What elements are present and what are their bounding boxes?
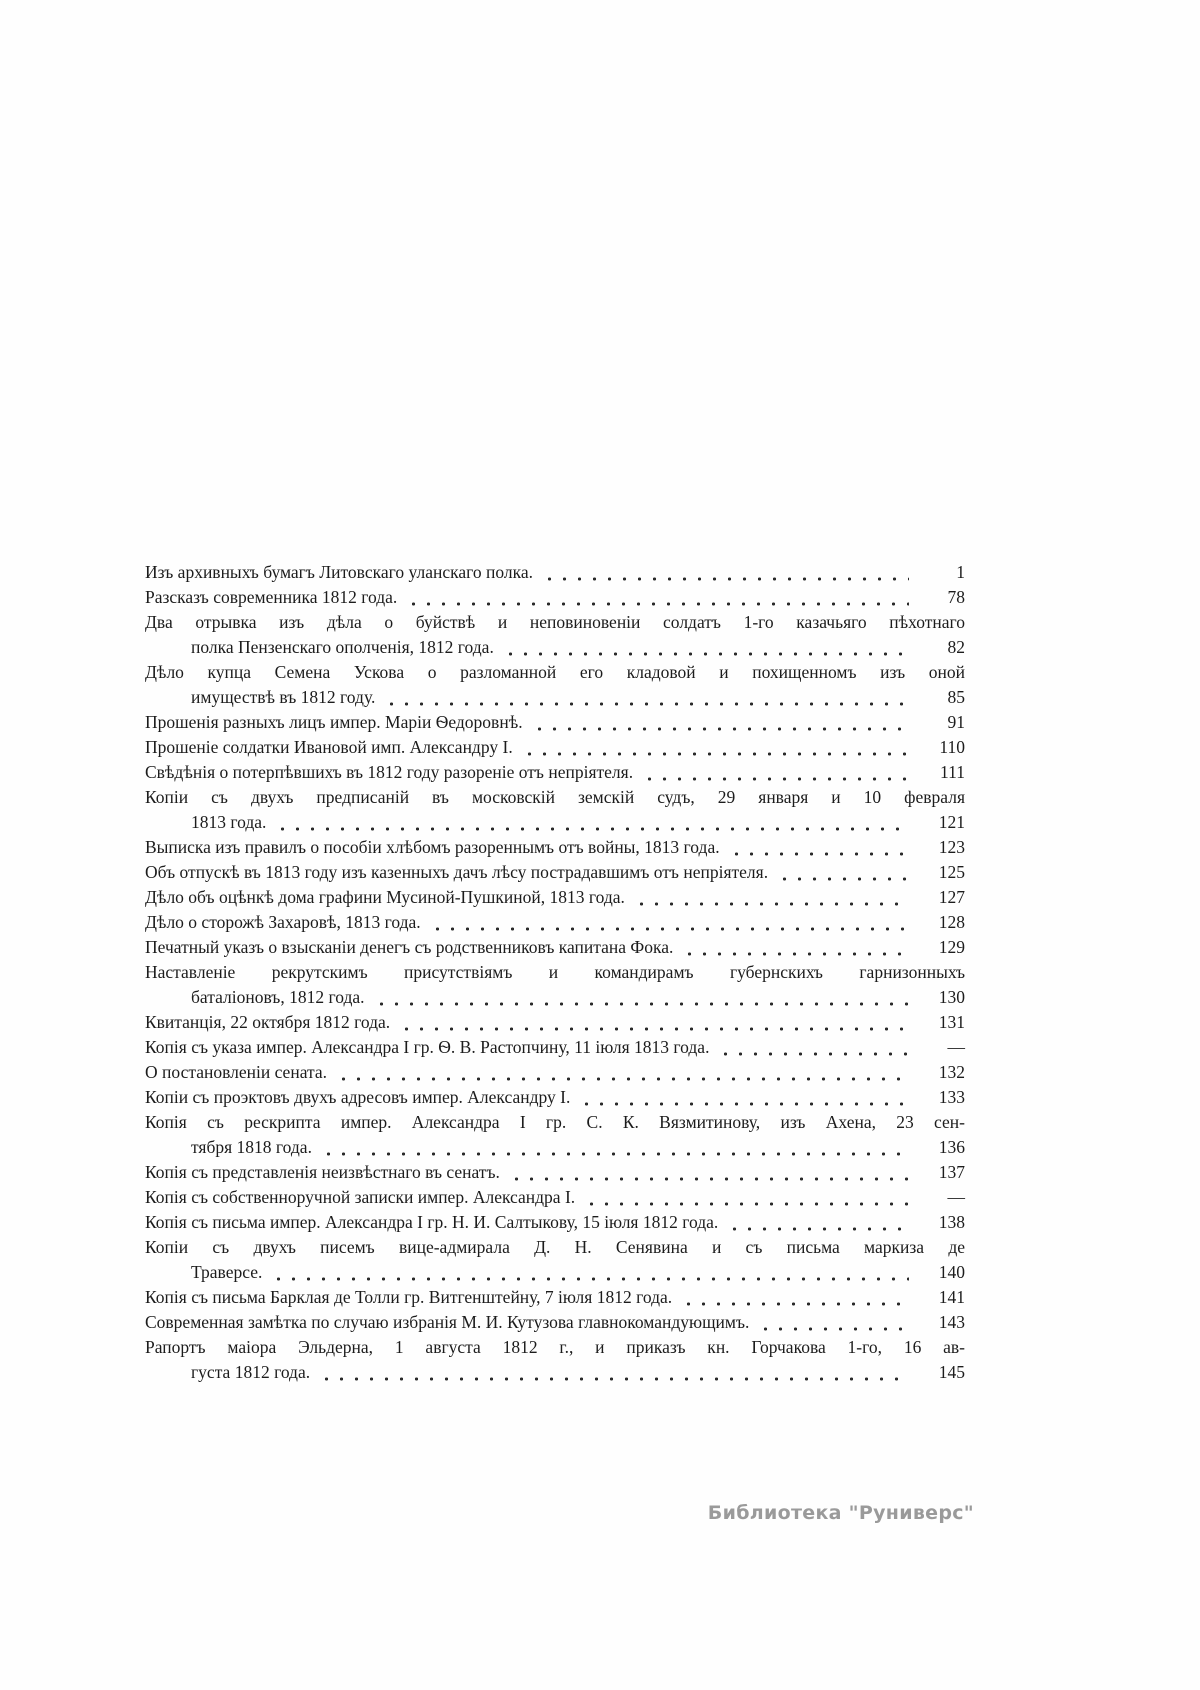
toc-entry-title: баталіоновъ, 1812 года. xyxy=(191,987,365,1007)
toc-entry-title: Прошенія разныхъ лицъ импер. Маріи Ѳедоровнѣ. xyxy=(145,712,523,732)
toc-entry-title: Прошеніе солдатки Ивановой имп. Александру I. xyxy=(145,737,513,757)
toc-entry-title: Изъ архивныхъ бумагъ Литовскаго уланскаго полка. xyxy=(145,562,533,582)
toc-entry-last-line xyxy=(145,1360,965,1385)
toc-entry-last-line xyxy=(145,1285,965,1310)
toc-entry xyxy=(145,860,965,885)
toc-entry xyxy=(145,610,965,660)
dot-leader xyxy=(271,1277,909,1281)
toc-entry-title: густа 1812 года. xyxy=(191,1362,311,1382)
toc-entry-last-line xyxy=(145,760,965,785)
dot-leader xyxy=(509,1177,909,1181)
toc-entry-title: Свѣдѣнія о потерпѣвшихъ въ 1812 году разореніе отъ непріятеля. xyxy=(145,762,634,782)
toc-entry-title: Копія съ письма импер. Александра I гр. Н. И. Салтыкову, 15 іюля 1812 года. xyxy=(145,1212,719,1232)
toc-entry-last-line xyxy=(145,810,965,835)
toc-entry xyxy=(145,910,965,935)
toc-entry-title: Копіи съ проэктовъ двухъ адресовъ импер. Александру I. xyxy=(145,1087,571,1107)
dot-leader xyxy=(777,877,909,881)
toc-entry-page: — xyxy=(947,1037,965,1057)
toc-entry-page: 110 xyxy=(939,737,965,757)
library-watermark: Библиотека "Руниверс" xyxy=(707,1502,974,1524)
toc-entry xyxy=(145,960,965,1010)
toc-entry-title: Печатный указъ о взысканіи денегъ съ родственниковъ капитана Фока. xyxy=(145,937,674,957)
toc-entry-last-line xyxy=(145,1085,965,1110)
toc-entry xyxy=(145,760,965,785)
toc-entry-line: Копія съ рескрипта импер. Александра I гр. С. К. Вязмитинову, изъ Ахена, 23 сен- xyxy=(145,1112,965,1132)
toc-entry-page: 140 xyxy=(938,1262,965,1282)
toc-entry-title: Квитанція, 22 октября 1812 года. xyxy=(145,1012,391,1032)
toc-entry-title: Объ отпускѣ въ 1813 году изъ казенныхъ дачъ лѣсу пострадавшимъ отъ непріятеля. xyxy=(145,862,769,882)
toc-entry-last-line xyxy=(145,1185,965,1210)
toc-entry-title: Траверсе. xyxy=(191,1262,263,1282)
toc-entry xyxy=(145,1060,965,1085)
dot-leader xyxy=(321,1152,909,1156)
toc-entry-page: 121 xyxy=(938,812,965,832)
dot-leader xyxy=(542,577,909,581)
toc-entry xyxy=(145,1185,965,1210)
toc-entry xyxy=(145,835,965,860)
dot-leader xyxy=(758,1327,909,1331)
toc-entry-title: Современная замѣтка по случаю избранія М. И. Кутузова главнокомандующимъ. xyxy=(145,1312,750,1332)
dot-leader xyxy=(682,952,909,956)
toc-entry-page: 138 xyxy=(938,1212,965,1232)
toc-entry xyxy=(145,710,965,735)
toc-entry-last-line xyxy=(145,935,965,960)
toc-entry-page: 133 xyxy=(938,1087,965,1107)
toc-entry-title: Копія съ письма Барклая де Толли гр. Витгенштейну, 7 іюля 1812 года. xyxy=(145,1287,673,1307)
toc-entry-page: 82 xyxy=(947,637,965,657)
toc-entry-page: 78 xyxy=(947,587,965,607)
toc-entry-last-line xyxy=(145,885,965,910)
toc-entry xyxy=(145,1310,965,1335)
dot-leader xyxy=(532,727,909,731)
toc-entry-page: — xyxy=(947,1187,965,1207)
dot-leader xyxy=(374,1002,910,1006)
dot-leader xyxy=(681,1302,909,1306)
toc-entry-page: 127 xyxy=(938,887,965,907)
toc-entry-page: 145 xyxy=(938,1362,965,1382)
toc-entry-page: 85 xyxy=(947,687,965,707)
toc-entry xyxy=(145,1085,965,1110)
toc-entry-line: Копіи съ двухъ предписаній въ московскій земскій судъ, 29 января и 10 февраля xyxy=(145,787,965,807)
toc-entry-page: 123 xyxy=(938,837,965,857)
toc-entry-title: Дѣло объ оцѣнкѣ дома графини Мусиной-Пушкиной, 1813 года. xyxy=(145,887,625,907)
toc-entry xyxy=(145,1235,965,1285)
dot-leader xyxy=(319,1377,909,1381)
toc-entry xyxy=(145,585,965,610)
toc-entry-last-line xyxy=(145,735,965,760)
toc-entry-last-line xyxy=(145,1160,965,1185)
dot-leader xyxy=(727,1227,909,1231)
toc-entry-page: 111 xyxy=(940,762,965,782)
toc-entry xyxy=(145,785,965,835)
toc-entry-last-line xyxy=(145,860,965,885)
toc-entry xyxy=(145,1285,965,1310)
toc-entry-last-line xyxy=(145,1310,965,1335)
toc-entry-last-line xyxy=(145,585,965,610)
toc-entry-page: 128 xyxy=(938,912,965,932)
toc-entry xyxy=(145,735,965,760)
toc-entry-last-line xyxy=(145,635,965,660)
toc-entry-page: 137 xyxy=(938,1162,965,1182)
toc-entry-title: тября 1818 года. xyxy=(191,1137,312,1157)
dot-leader xyxy=(275,827,909,831)
toc-entry-last-line xyxy=(145,985,965,1010)
toc-entry-page: 143 xyxy=(938,1312,965,1332)
toc-entry-title: О постановленіи сената. xyxy=(145,1062,328,1082)
dot-leader xyxy=(579,1102,909,1106)
toc-entry-title: Копія съ собственноручной записки импер. Александра I. xyxy=(145,1187,576,1207)
dot-leader xyxy=(522,752,909,756)
dot-leader xyxy=(584,1202,909,1206)
toc-entry-last-line xyxy=(145,1060,965,1085)
toc-entry-last-line xyxy=(145,560,965,585)
toc-entry xyxy=(145,935,965,960)
toc-entry-last-line xyxy=(145,910,965,935)
toc-entry-line: Копіи съ двухъ писемъ вице-адмирала Д. Н. Сенявина и съ письма маркиза де xyxy=(145,1237,965,1257)
toc-entry xyxy=(145,1110,965,1160)
toc-entry xyxy=(145,660,965,710)
toc-entry-last-line xyxy=(145,685,965,710)
toc-entry xyxy=(145,1335,965,1385)
toc-entry-page: 130 xyxy=(938,987,965,1007)
toc-entry xyxy=(145,1210,965,1235)
toc-entry-line: Наставленіе рекрутскимъ присутствіямъ и командирамъ губернскихъ гарнизонныхъ xyxy=(145,962,965,982)
toc-entry xyxy=(145,1035,965,1060)
toc-entry-title: полка Пензенскаго ополченія, 1812 года. xyxy=(191,637,494,657)
toc-entry-line: Рапортъ маіора Эльдерна, 1 августа 1812 г., и приказъ кн. Горчакова 1-го, 16 ав- xyxy=(145,1337,965,1357)
toc-entry xyxy=(145,560,965,585)
toc-entry-title: Копія съ указа импер. Александра I гр. Ѳ. В. Растопчину, 11 іюля 1813 года. xyxy=(145,1037,710,1057)
toc-entry-last-line xyxy=(145,710,965,735)
toc-entry xyxy=(145,1160,965,1185)
toc-entry-title: Выписка изъ правилъ о пособіи хлѣбомъ разореннымъ отъ войны, 1813 года. xyxy=(145,837,720,857)
toc-entry-last-line xyxy=(145,1010,965,1035)
toc-entry-line: Дѣло купца Семена Ускова о разломанной его кладовой и похищенномъ изъ оной xyxy=(145,662,965,682)
toc-entry-title: Разсказъ современника 1812 года. xyxy=(145,587,398,607)
toc-entry-title: имуществѣ въ 1812 году. xyxy=(191,687,376,707)
toc-entry xyxy=(145,885,965,910)
dot-leader xyxy=(718,1052,909,1056)
toc-entry-last-line xyxy=(145,1260,965,1285)
toc-entry-page: 129 xyxy=(938,937,965,957)
toc-entry-page: 125 xyxy=(938,862,965,882)
dot-leader xyxy=(634,902,909,906)
dot-leader xyxy=(384,702,909,706)
toc-entry-page: 141 xyxy=(938,1287,965,1307)
dot-leader xyxy=(729,852,909,856)
dot-leader xyxy=(642,777,909,781)
dot-leader xyxy=(430,927,909,931)
dot-leader xyxy=(399,1027,909,1031)
toc-entry-page: 131 xyxy=(938,1012,965,1032)
toc-entry-page: 91 xyxy=(947,712,965,732)
toc-entry-title: Дѣло о сторожѣ Захаровѣ, 1813 года. xyxy=(145,912,421,932)
dot-leader xyxy=(336,1077,909,1081)
toc-entry-page: 1 xyxy=(956,562,965,582)
toc-entry-last-line xyxy=(145,835,965,860)
toc-entry-page: 132 xyxy=(938,1062,965,1082)
toc-entry xyxy=(145,1010,965,1035)
toc-entry-last-line xyxy=(145,1035,965,1060)
toc-entry-title: 1813 года. xyxy=(191,812,267,832)
toc-entry-title: Копія съ представленія неизвѣстнаго въ сенатъ. xyxy=(145,1162,500,1182)
toc-entry-line: Два отрывка изъ дѣла о буйствѣ и неповиновеніи солдатъ 1-го казачьяго пѣхотнаго xyxy=(145,612,965,632)
toc-list xyxy=(145,560,965,1385)
dot-leader xyxy=(503,652,909,656)
toc-entry-last-line xyxy=(145,1210,965,1235)
toc-entry-page: 136 xyxy=(938,1137,965,1157)
toc-entry-last-line xyxy=(145,1135,965,1160)
dot-leader xyxy=(406,602,909,606)
